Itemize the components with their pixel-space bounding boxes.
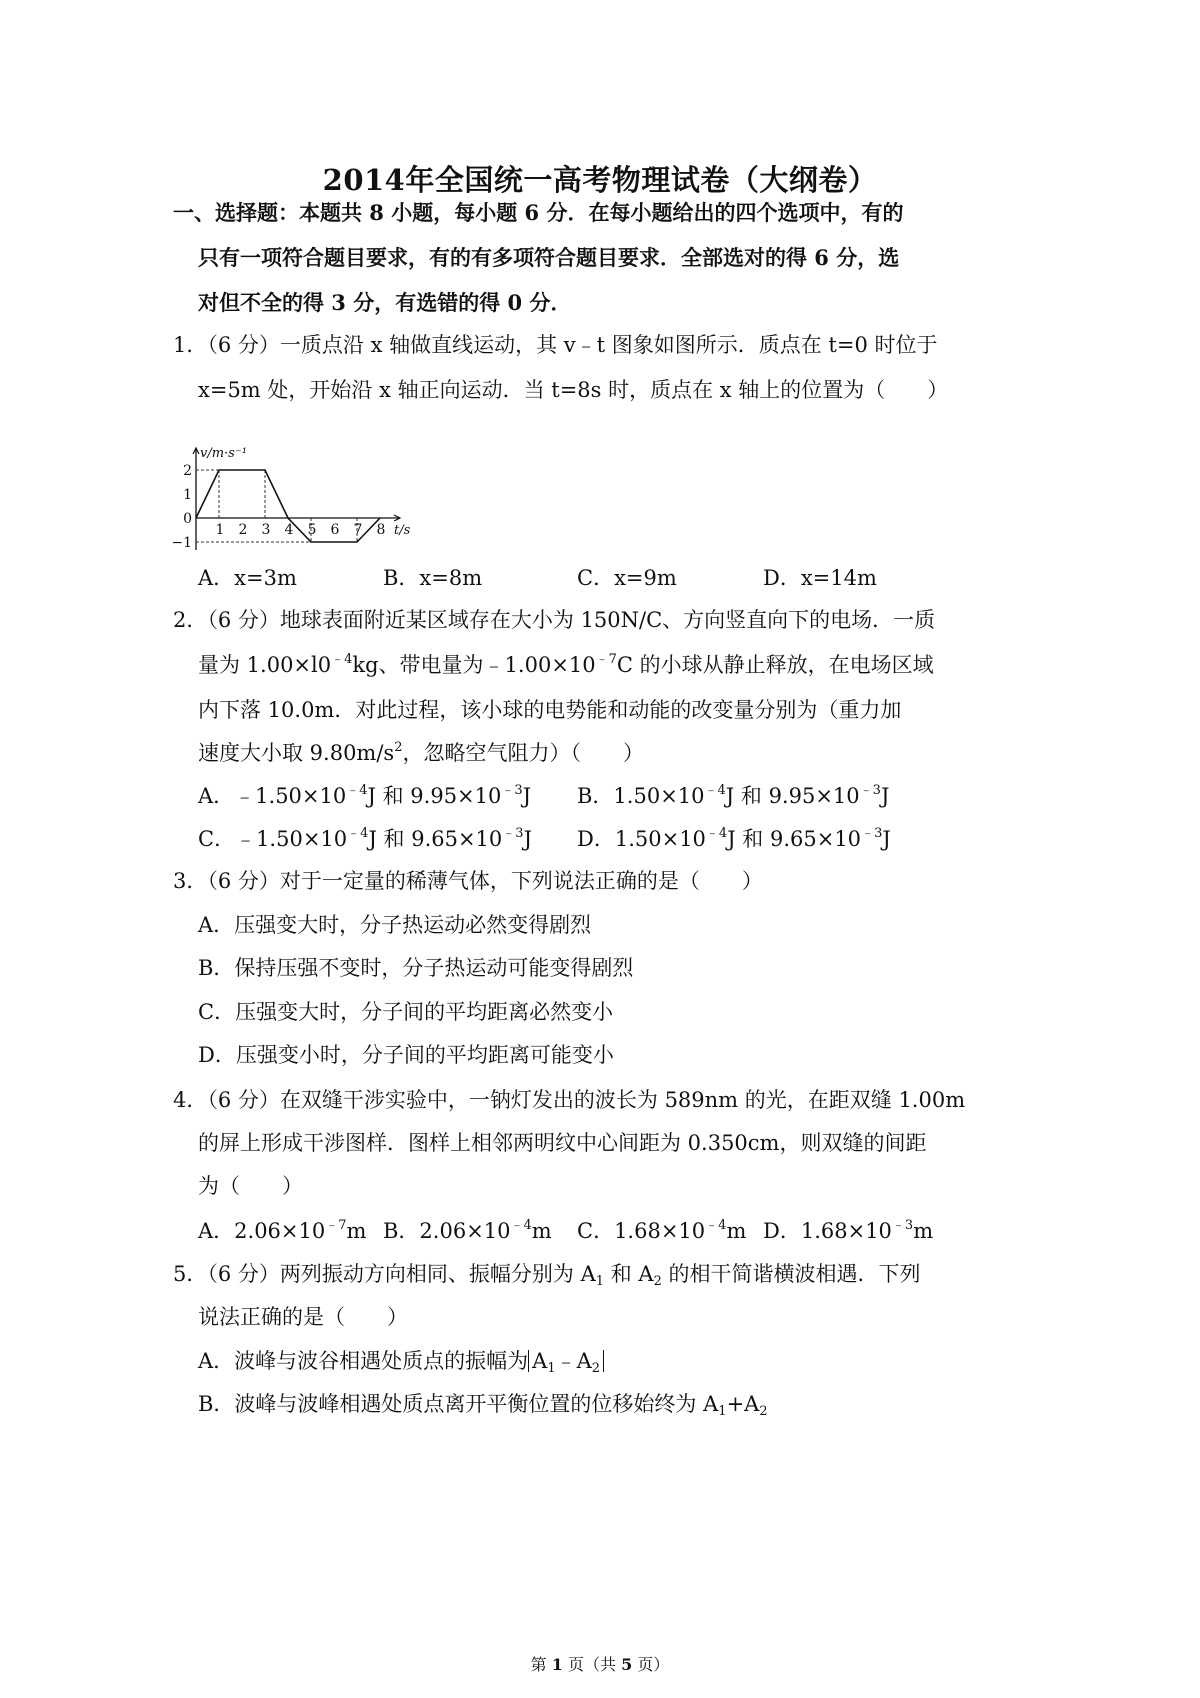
x-axis-label: t/s: [394, 523, 411, 538]
q2-line-4: 速度大小取 $9.80m/s^2$，忽略空气阻力）（ ）: [198, 740, 644, 765]
q2-line-2: 量为 $1.00\times l0^{﹣4}kg$、带电量为$﹣1.00\times 10^{﹣7}C$ 的小球从静止释放，在电场区域: [198, 652, 934, 677]
x-tick-label: 7: [353, 522, 363, 538]
q1-option-c: C．x=9m: [577, 566, 677, 590]
section-heading-line-2: 只有一项符合题目要求，有的有多项符合题目要求．全部选对的得 6 分，选: [198, 245, 900, 270]
q2-option-d: D．$1.50\times 10^{﹣4}J$ 和 $9.65\times 10^{﹣3}J$: [577, 826, 891, 851]
q1-option-d: D．x=14m: [763, 566, 877, 590]
q4-option-b: B．$2.06\times 10^{﹣4}m$: [383, 1218, 552, 1243]
q5-option-b: B．波峰与波峰相遇处质点离开平衡位置的位移始终为 $A_1+A_2$: [198, 1392, 768, 1419]
q4-line-3: 为（ ）: [198, 1174, 303, 1198]
x-tick-label: 4: [284, 522, 294, 538]
y-axis-label: v/m·s⁻¹: [200, 446, 247, 461]
vt-graph: [171, 445, 418, 565]
x-tick-label: 8: [376, 522, 386, 538]
x-tick-label: 2: [238, 522, 248, 538]
q4-line-1: 4．（6 分）在双缝干涉实验中，一钠灯发出的波长为 589nm 的光，在距双缝 1.00m: [173, 1088, 966, 1112]
y-tick-label: 0: [183, 511, 192, 527]
q1-line-2: x=5m 处，开始沿 x 轴正向运动．当 t=8s 时，质点在 x 轴上的位置为（ ）: [198, 378, 949, 402]
page-title: 2014年全国统一高考物理试卷（大纲卷）: [322, 163, 878, 197]
section-heading-line-1: 一、选择题：本题共 8 小题，每小题 6 分．在每小题给出的四个选项中，有的: [173, 200, 904, 225]
q4-option-a: A．$2.06\times 10^{﹣7}m$: [198, 1218, 367, 1243]
absolute-value: $A_1﹣A_2$: [528, 1350, 604, 1372]
y-tick-label: 2: [183, 463, 192, 479]
q1-option-b: B．x=8m: [383, 566, 483, 590]
q1-option-a: A．x=3m: [198, 566, 297, 590]
x-tick-label: 6: [330, 522, 340, 538]
q2-option-c: C．$﹣1.50\times 10^{﹣4}J$ 和 $9.65\times 10^{﹣3}J$: [198, 826, 532, 851]
x-tick-label: 5: [307, 522, 317, 538]
x-tick-label: 3: [261, 522, 271, 538]
q2-line-1: 2．（6 分）地球表面附近某区域存在大小为 150N/C、方向竖直向下的电场．一质: [173, 608, 936, 632]
q1-line-1: 1．（6 分）一质点沿 x 轴做直线运动，其 v﹣t 图象如图所示．质点在 t=0 时位于: [173, 333, 938, 357]
y-tick-label: 1: [183, 487, 192, 503]
q3-line-1: 3．（6 分）对于一定量的稀薄气体，下列说法正确的是（ ）: [173, 869, 763, 893]
page-footer: 第 1 页（共 5 页）: [530, 1655, 670, 1674]
q3-option-d: D．压强变小时，分子间的平均距离可能变小: [198, 1043, 614, 1067]
q3-option-c: C．压强变大时，分子间的平均距离必然变小: [198, 1000, 614, 1024]
q5-line-1: 5．（6 分）两列振动方向相同、振幅分别为 $A_1$ 和 $A_2$ 的相干简谐横波相遇．下列: [173, 1262, 921, 1289]
q3-option-b: B．保持压强不变时，分子热运动可能变得剧烈: [198, 956, 634, 980]
q2-option-a: A．$﹣1.50\times 10^{﹣4}J$ 和 $9.95\times 10^{﹣3}J$: [198, 783, 532, 808]
x-tick-label: 1: [215, 522, 225, 538]
q3-option-a: A．压强变大时，分子热运动必然变得剧烈: [198, 913, 592, 937]
q2-option-b: B．$1.50\times 10^{﹣4}J$ 和 $9.95\times 10^{﹣3}J$: [577, 783, 890, 808]
q5-option-a: A．波峰与波谷相遇处质点的振幅为 $A_1﹣A_2$: [198, 1346, 604, 1376]
q4-option-d: D．$1.68\times 10^{﹣3}m$: [763, 1218, 934, 1243]
section-heading-line-3: 对但不全的得 3 分，有选错的得 0 分．: [198, 290, 572, 315]
y-tick-label: −1: [171, 535, 192, 551]
q5-line-2: 说法正确的是（ ）: [198, 1305, 408, 1329]
q4-option-c: C．$1.68\times 10^{﹣4}m$: [577, 1218, 747, 1243]
q4-line-2: 的屏上形成干涉图样．图样上相邻两明纹中心间距为 0.350cm，则双缝的间距: [198, 1131, 927, 1155]
q2-line-3: 内下落 10.0m．对此过程，该小球的电势能和动能的改变量分别为（重力加: [198, 698, 902, 722]
